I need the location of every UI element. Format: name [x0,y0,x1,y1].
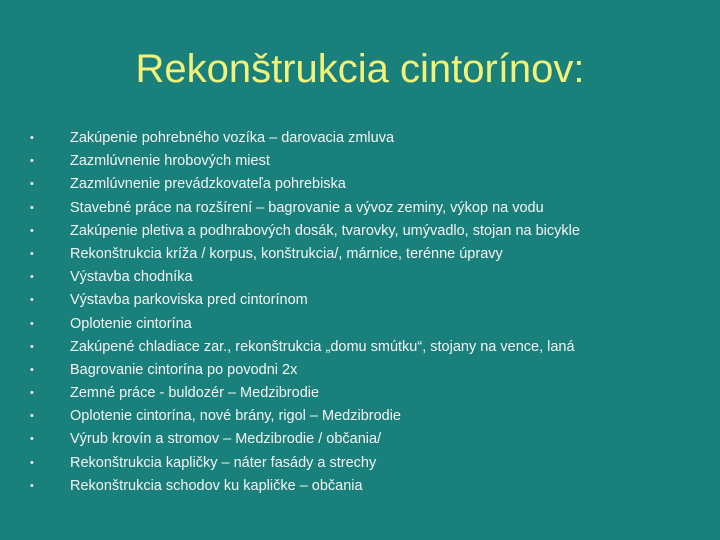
bullet-icon: • [30,363,34,376]
slide-title: Rekonštrukcia cintorínov: [135,47,585,91]
list-item-text: Stavebné práce na rozšírení – bagrovanie a vývoz zeminy, výkop na vodu [70,199,544,216]
list-item [0,382,720,405]
bullet-icon: • [30,201,34,214]
bullet-icon: • [30,271,34,284]
list-item-text: Rekonštrukcia kapličky – náter fasády a strechy [70,454,377,471]
bullet-icon: • [30,294,34,307]
list-item-text: Oplotenie cintorína, nové brány, rigol – Medzibrodie [70,408,402,425]
list-item [0,173,720,196]
bullet-icon: • [30,178,34,191]
list-item-text: Rekonštrukcia kríža / korpus, konštrukcia/, márnice, terénne úpravy [70,245,503,262]
list-item [0,150,720,173]
list-item-text: Výstavba chodníka [70,269,193,286]
list-item-text: Zazmlúvnenie hrobových miest [70,153,270,170]
list-item [0,289,720,312]
list-item-text: Výstavba parkoviska pred cintorínom [70,292,308,309]
list-item [0,475,720,498]
list-item [0,266,720,289]
list-item [0,336,720,359]
bullet-icon: • [30,479,34,492]
bullet-icon: • [30,155,34,168]
list-item-text: Rekonštrukcia schodov ku kapličke – občania [70,477,363,494]
bullet-icon: • [30,224,34,237]
list-item [0,127,720,150]
list-item [0,313,720,336]
list-item [0,405,720,428]
bullet-icon: • [30,132,34,144]
bullet-list [0,127,720,498]
bullet-icon: • [30,317,34,330]
bullet-icon: • [30,247,34,260]
list-item-text: Oplotenie cintorína [70,315,192,332]
bullet-icon: • [30,410,34,423]
list-item-text: Zemné práce - buldozér – Medzibrodie [70,385,320,402]
list-item-text: Zakúpenie pohrebného vozíka – darovacia zmluva [70,130,395,146]
list-item [0,428,720,451]
list-item [0,197,720,220]
list-item [0,243,720,266]
list-item [0,452,720,475]
list-item-text: Zazmlúvnenie prevádzkovateľa pohrebiska [70,176,346,193]
bullet-icon: • [30,456,34,469]
list-item-text: Zakúpené chladiace zar., rekonštrukcia „domu smútku“, stojany na vence, laná [70,338,575,355]
list-item [0,220,720,243]
bullet-icon: • [30,340,34,353]
list-item-text: Zakúpenie pletiva a podhrabových dosák, tvarovky, umývadlo, stojan na bicykle [70,222,580,239]
list-item-text: Výrub krovín a stromov – Medzibrodie / občania/ [70,431,382,448]
list-item [0,359,720,382]
bullet-icon: • [30,433,34,446]
bullet-icon: • [30,387,34,400]
list-item-text: Bagrovanie cintorína po povodni 2x [70,361,298,378]
